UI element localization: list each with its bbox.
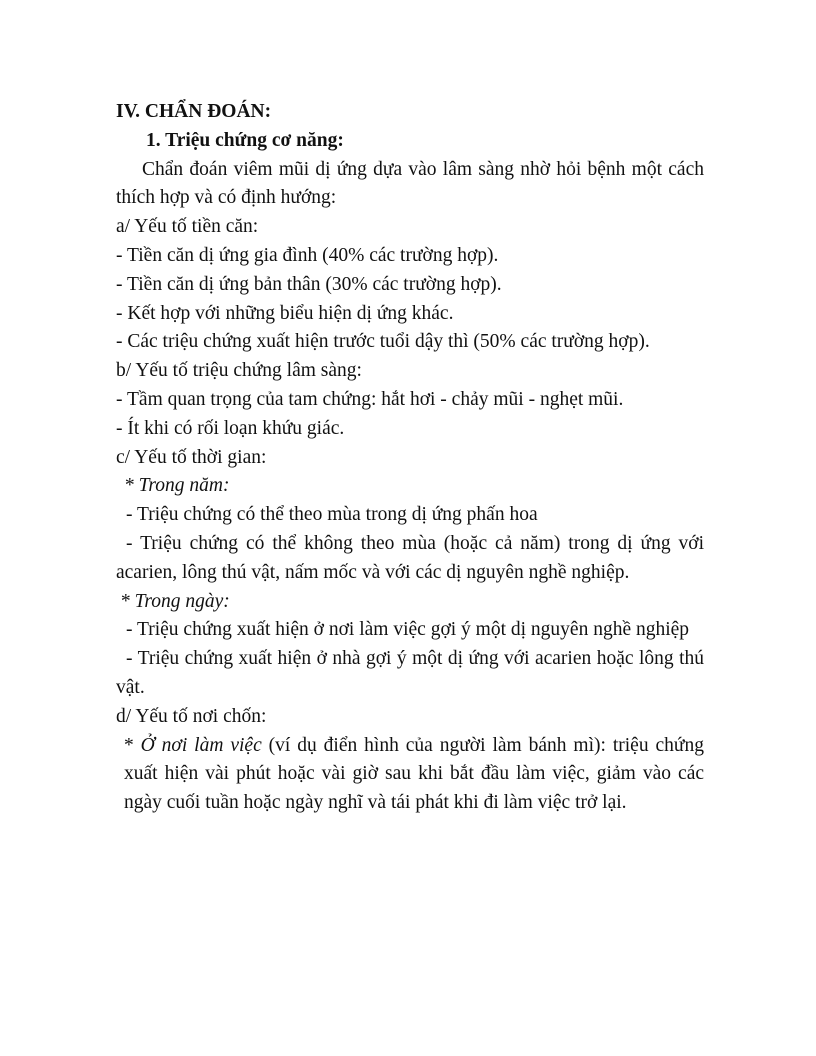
list-item: - Triệu chứng có thể theo mùa trong dị ứng phấn hoa (126, 504, 538, 526)
list-item: - Tiền căn dị ứng gia đình (40% các trường hợp). (116, 244, 499, 266)
list-item: - Kết hợp với những biểu hiện dị ứng khác. (116, 302, 454, 324)
list-item-text: - Triệu chứng xuất hiện ở nơi làm việc gợi ý một dị nguyên nghề nghiệp (126, 619, 690, 641)
list-item-text: - Triệu chứng có thể không theo mùa (hoặc cả năm) trong dị ứng với acarien, lông thú vật, nấm mốc và với các dị nguyên nghề nghiệp. (116, 532, 704, 583)
section-heading: IV. CHẨN ĐOÁN: (116, 101, 272, 122)
section-a-title: a/ Yếu tố tiền căn: (116, 216, 259, 238)
list-item: - Tầm quan trọng của tam chứng: hắt hơi - chảy mũi - nghẹt mũi. (116, 388, 624, 410)
list-item-text: - Triệu chứng xuất hiện ở nhà gợi ý một dị ứng với acarien hoặc lông thú vật. (116, 648, 704, 698)
workplace-text: (ví dụ điển hình của người làm bánh mì): triệu chứng xuất hiện vài phút hoặc vài giờ sau khi bắt đầu làm việc, giảm vào các ngày cuối tuần hoặc ngày nghĩ và tái phát khi đi làm việc trở lại. (124, 734, 704, 814)
list-item: - Ít khi có rối loạn khứu giác. (116, 417, 345, 439)
list-item (116, 530, 704, 588)
day-label-line (116, 588, 704, 617)
workplace-paragraph (116, 732, 704, 818)
list-item: - Tiền căn dị ứng bản thân (30% các trường hợp). (116, 273, 502, 295)
intro-paragraph: Chẩn đoán viêm mũi dị ứng dựa vào lâm sàng nhờ hỏi bệnh một cách thích hợp và có định hướng: (116, 158, 704, 209)
section-b-title: b/ Yếu tố triệu chứng lâm sàng: (116, 360, 362, 382)
list-item (116, 645, 704, 703)
list-item: - Các triệu chứng xuất hiện trước tuổi dậy thì (50% các trường hợp). (116, 331, 650, 353)
section-d-title: d/ Yếu tố nơi chốn: (116, 705, 267, 727)
workplace-label: Ở nơi làm việc (140, 734, 262, 756)
document-page (116, 98, 704, 818)
day-label: * Trong ngày: (120, 590, 230, 612)
list-item (116, 616, 704, 645)
year-label: * Trong năm: (124, 475, 230, 497)
year-label-line (116, 472, 704, 501)
subsection-heading: 1. Triệu chứng cơ năng: (146, 129, 344, 151)
section-c-title: c/ Yếu tố thời gian: (116, 446, 267, 468)
bullet-star: * (124, 734, 141, 756)
